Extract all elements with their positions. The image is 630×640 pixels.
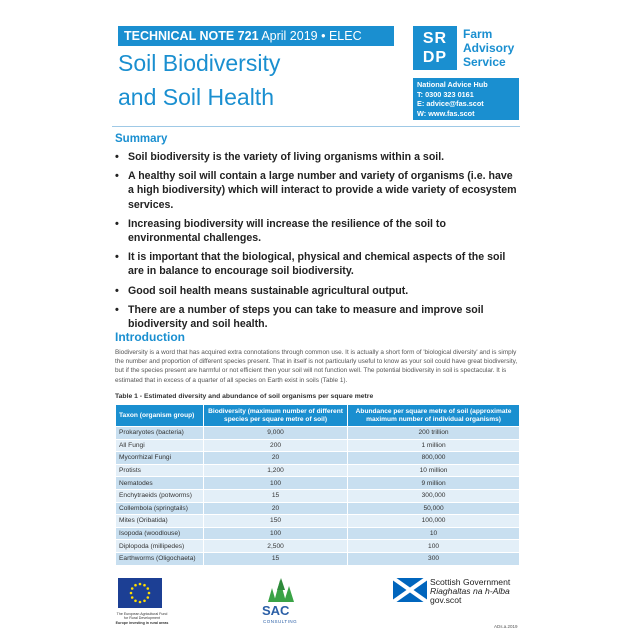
eu-fund-text [110, 612, 174, 625]
saltire-cross-icon [393, 578, 427, 602]
eu-fund-line-2: for Rural Development [124, 616, 160, 621]
biodiversity-cell: 20 [204, 502, 348, 515]
table-row [116, 489, 520, 502]
table-header-taxon: Taxon (organism group) [116, 405, 204, 427]
saltire-flag-icon [393, 578, 427, 602]
note-date: April 2019 [261, 29, 318, 43]
abundance-cell: 9 million [348, 477, 520, 490]
table-row [116, 452, 520, 465]
introduction-heading: Introduction [115, 330, 185, 344]
sac-subtitle: CONSULTING [263, 619, 298, 624]
header-divider [112, 126, 520, 127]
table-row [116, 540, 520, 553]
abundance-cell: 10 million [348, 464, 520, 477]
taxon-cell: Prokaryotes (bacteria) [116, 427, 204, 440]
taxon-cell: Nematodes [116, 477, 204, 490]
scottish-government-logo [393, 578, 523, 608]
table-header-row [116, 405, 520, 427]
taxon-cell: Diplopoda (millipedes) [116, 540, 204, 553]
eu-fund-line-1: The European Agricultural Fund [116, 612, 168, 616]
summary-bullet: • It is important that the biological, physical and chemical aspects of the soil are in balance to encourage soil biodiversity. [115, 250, 520, 278]
eu-fund-line-3: Europe investing in rural areas [115, 620, 169, 625]
page-title-line-2: and Soil Health [118, 84, 274, 110]
gov-line-3: gov.scot [430, 595, 462, 605]
biodiversity-cell: 20 [204, 452, 348, 465]
abundance-cell: 100,000 [348, 515, 520, 528]
srdp-logo-mark [413, 26, 457, 70]
taxon-cell: Isopoda (woodlouse) [116, 527, 204, 540]
contact-box [413, 78, 519, 120]
page-title-line-1: Soil Biodiversity [118, 50, 281, 76]
fas-logo-line-3: Service [463, 55, 506, 69]
contact-web: W: www.fas.scot [417, 108, 475, 118]
note-code: ELEC [328, 29, 362, 43]
document-reference: ADs.a.2019 [494, 624, 518, 629]
table-row [116, 464, 520, 477]
soil-organisms-table [115, 404, 520, 566]
taxon-cell: Mycorrhizal Fungi [116, 452, 204, 465]
contact-phone: T: 0300 323 0161 [417, 89, 474, 99]
biodiversity-cell: 15 [204, 489, 348, 502]
biodiversity-cell: 2,500 [204, 540, 348, 553]
note-label: TECHNICAL NOTE 721 [124, 29, 259, 43]
taxon-cell: Collembola (springtails) [116, 502, 204, 515]
summary-bullet: • A healthy soil will contain a large number and variety of organisms (i.e. have a high biodiversity) which will interact to provide a wide variety of ecosystem services. [115, 169, 520, 212]
fas-logo-line-1: Farm [463, 27, 493, 41]
srdp-logo-line-1: SR [422, 30, 448, 47]
table-row [116, 439, 520, 452]
abundance-cell: 200 trillion [348, 427, 520, 440]
table-row [116, 515, 520, 528]
technical-note-band [118, 26, 394, 46]
table-row [116, 527, 520, 540]
note-separator: • [321, 29, 326, 43]
introduction-body: Biodiversity is a word that has acquired extra connotations through common use. It is actually a short form of 'biological diversity' and is simply the number and proportion of different species present. That in itself is not particularly useful to know as your soil could have great biodiversity, but if the species present are harmful or not efficient then your soil will not function well. The potential biodiversity in soil is spectacular. It is estimated that in excess of a quarter of all species on Earth exist in soils (Table 1). [115, 349, 518, 384]
abundance-cell: 800,000 [348, 452, 520, 465]
table-caption: Table 1 - Estimated diversity and abundance of soil organisms per square metre [115, 393, 374, 400]
abundance-cell: 300 [348, 552, 520, 565]
fas-logo-line-2: Advisory [463, 41, 515, 55]
eu-flag-icon [118, 578, 162, 608]
table-row [116, 502, 520, 515]
taxon-cell: All Fungi [116, 439, 204, 452]
abundance-cell: 1 million [348, 439, 520, 452]
table-row [116, 427, 520, 440]
summary-bullet: • Soil biodiversity is the variety of living organisms within a soil. [115, 150, 520, 164]
biodiversity-cell: 15 [204, 552, 348, 565]
fas-logo-text [463, 27, 514, 69]
biodiversity-cell: 9,000 [204, 427, 348, 440]
summary-bullet: • Increasing biodiversity will increase the resilience of the soil to environmental challenges. [115, 217, 520, 245]
scottish-government-text [430, 578, 510, 605]
table-row [116, 552, 520, 565]
biodiversity-cell: 100 [204, 527, 348, 540]
gov-line-2: Riaghaltas na h-Alba [430, 586, 510, 596]
biodiversity-cell: 200 [204, 439, 348, 452]
table-header-biodiversity: Biodiversity (maximum number of different species per square metre of soil) [204, 405, 348, 427]
summary-bullet: • There are a number of steps you can take to measure and improve soil biodiversity and soil health. [115, 303, 520, 331]
summary-list [115, 150, 520, 336]
biodiversity-cell: 100 [204, 477, 348, 490]
taxon-cell: Enchytraeids (potworms) [116, 489, 204, 502]
sac-consulting-logo [258, 576, 304, 628]
sac-leaf-icon [258, 576, 304, 604]
fas-logo [413, 26, 519, 76]
sac-wordmark: SAC [262, 603, 290, 618]
abundance-cell: 300,000 [348, 489, 520, 502]
abundance-cell: 100 [348, 540, 520, 553]
summary-heading: Summary [115, 133, 168, 145]
table-row [116, 477, 520, 490]
taxon-cell: Mites (Oribatida) [116, 515, 204, 528]
srdp-logo-line-2: DP [422, 49, 448, 66]
abundance-cell: 50,000 [348, 502, 520, 515]
table-header-abundance: Abundance per square metre of soil (approximate maximum number of individual organisms) [348, 405, 520, 427]
taxon-cell: Earthworms (Oligochaeta) [116, 552, 204, 565]
contact-hub: National Advice Hub [417, 80, 488, 89]
eu-stars-icon [118, 578, 162, 608]
biodiversity-cell: 1,200 [204, 464, 348, 477]
abundance-cell: 10 [348, 527, 520, 540]
taxon-cell: Protists [116, 464, 204, 477]
gov-line-1: Scottish Government [430, 577, 511, 587]
summary-bullet: • Good soil health means sustainable agricultural output. [115, 284, 520, 298]
biodiversity-cell: 150 [204, 515, 348, 528]
contact-email: E: advice@fas.scot [417, 99, 484, 109]
